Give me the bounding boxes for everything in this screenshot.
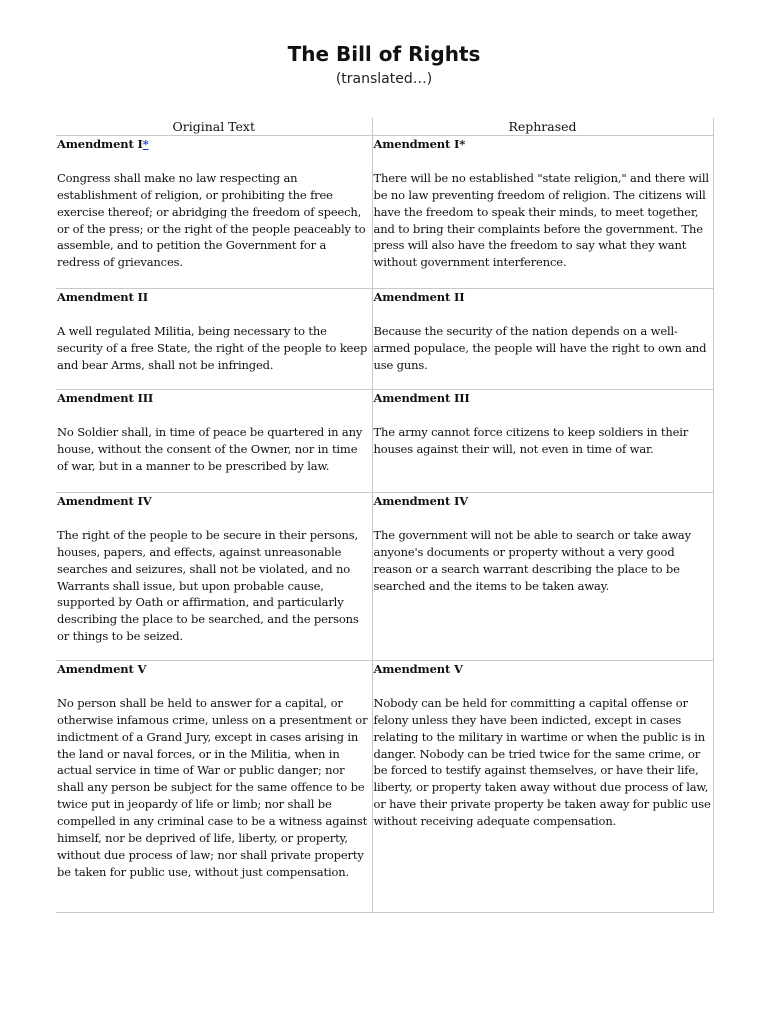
original-cell <box>56 493 372 661</box>
amendment-text: There will be no established "state religion," and there will be no law preventing freedom of religion. The citizens will have the freedom to speak their minds, to meet together, and to bring their complaints before the government. The press will also have the freedom to say what they want without government interference. <box>373 170 709 270</box>
rephrased-cell <box>372 661 713 913</box>
original-cell <box>56 661 372 913</box>
amendment-heading: Amendment IV <box>57 494 152 508</box>
amendment-heading: Amendment III <box>373 391 470 405</box>
amendment-heading: Amendment III <box>57 391 154 405</box>
amendment-heading: Amendment I* <box>57 137 149 151</box>
amendments-table <box>56 118 714 913</box>
amendment-heading: Amendment I* <box>373 137 466 151</box>
table-row <box>56 136 713 289</box>
amendment-heading: Amendment II <box>57 290 148 304</box>
page-subtitle: (translated…) <box>335 71 433 87</box>
rephrased-cell <box>372 289 713 390</box>
amendment-text: Congress shall make no law respecting an establishment of religion, or prohibiting the free exercise thereof; or abridging the freedom of speech, or of the press; or the right of the people peaceably to assemble, and to petition the Government for a redress of grievances. <box>57 170 366 270</box>
amendment-text: No Soldier shall, in time of peace be quartered in any house, without the consent of the Owner, nor in time of war, but in a manner to be prescribed by law. <box>57 424 363 473</box>
table-row <box>56 661 713 913</box>
table-row <box>56 493 713 661</box>
amendment-heading: Amendment V <box>373 662 463 676</box>
amendment-text: Because the security of the nation depends on a well-armed populace, the people will have the right to own and use guns. <box>373 323 707 372</box>
page-title: The Bill of Rights <box>287 42 481 66</box>
amendment-text: The army cannot force citizens to keep soldiers in their houses against their will, not even in time of war. <box>373 424 689 456</box>
original-cell <box>56 390 372 493</box>
amendment-text: Nobody can be held for committing a capital offense or felony unless they have been indicted, except in cases relating to the military in wartime or when the public is in danger. Nobody can be tried twice for the same crime, or be forced to testify against themselves, or have their life, liberty, or property taken away without due process of law, or have their private property be taken away for public use without receiving adequate compensation. <box>373 695 711 829</box>
original-cell <box>56 136 372 289</box>
amendment-text: No person shall be held to answer for a capital, or otherwise infamous crime, unless on a presentment or indictment of a Grand Jury, except in cases arising in the land or naval forces, or in the Militia, when in actual service in time of War or public danger; nor shall any person be subject for the same offence to be twice put in jeopardy of life or limb; nor shall be compelled in any criminal case to be a witness against himself, nor be deprived of life, liberty, or property, without due process of law; nor shall private property be taken for public use, without just compensation. <box>57 695 368 879</box>
column-header-original: Original Text <box>56 118 372 136</box>
rephrased-cell <box>372 493 713 661</box>
column-header-rephrased: Rephrased <box>372 118 713 136</box>
table-row <box>56 289 713 390</box>
amendment-heading: Amendment II <box>373 290 465 304</box>
amendment-text: The right of the people to be secure in their persons, houses, papers, and effects, against unreasonable searches and seizures, shall not be violated, and no Warrants shall issue, but upon probable cause, supported by Oath or affirmation, and particularly describing the place to be searched, and the persons or things to be seized. <box>57 527 359 644</box>
amendment-heading: Amendment V <box>57 662 147 676</box>
table-header-row <box>56 118 713 136</box>
table-row <box>56 390 713 493</box>
amendment-text: The government will not be able to search or take away anyone's documents or property without a very good reason or a search warrant describing the place to be searched and the items to be taken away. <box>373 527 691 593</box>
rephrased-cell <box>372 390 713 493</box>
footnote-link[interactable]: * <box>142 137 149 151</box>
amendment-heading: Amendment IV <box>373 494 468 508</box>
amendment-text: A well regulated Militia, being necessary to the security of a free State, the right of the people to keep and bear Arms, shall not be infringed. <box>57 323 368 372</box>
rephrased-cell <box>372 136 713 289</box>
original-cell <box>56 289 372 390</box>
